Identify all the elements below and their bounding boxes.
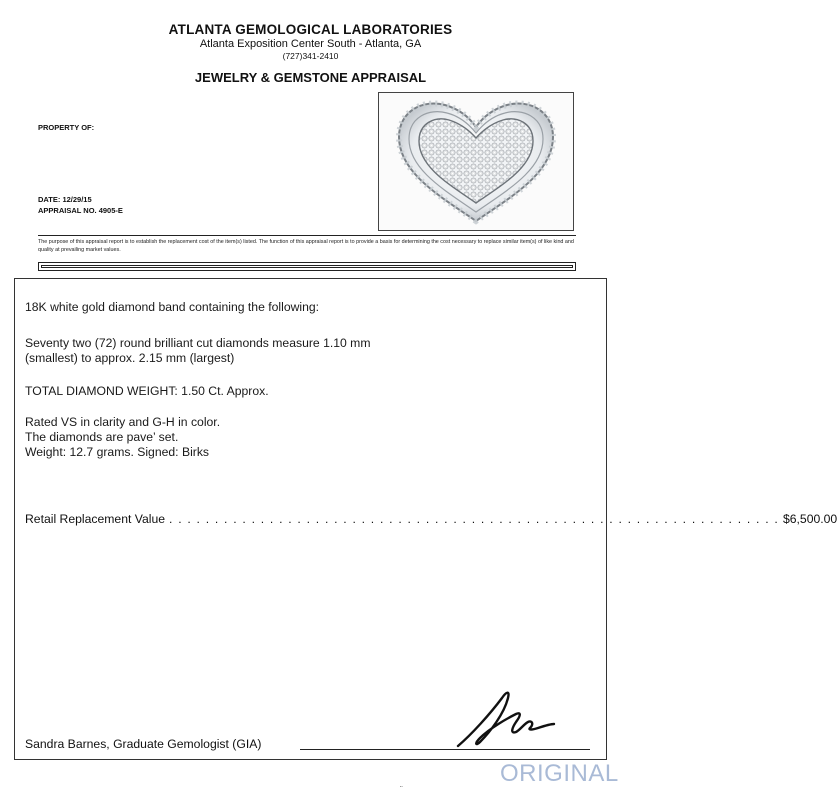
purpose-divider [38,235,576,236]
gemologist-name: Sandra Barnes, Graduate Gemologist (GIA) [25,737,262,751]
description-line: Seventy two (72) round brilliant cut diamonds measure 1.10 mm [25,336,371,350]
lab-phone: (727)341-2410 [282,51,339,61]
total-weight-line: TOTAL DIAMOND WEIGHT: 1.50 Ct. Approx. [25,384,269,398]
value-label: Retail Replacement Value [25,512,166,526]
property-of-label: PROPERTY OF: [38,123,95,132]
scan-speck: ¨ [400,785,403,794]
original-stamp: ORIGINAL [500,760,619,787]
lab-name: ATLANTA GEMOLOGICAL LABORATORIES [168,22,453,37]
ring-photo [378,92,574,231]
description-line: Rated VS in clarity and G-H in color. [25,415,221,429]
description-line: 18K white gold diamond band containing the following: [25,300,320,314]
purpose-statement: The purpose of this appraisal report is to establish the replacement cost of the item(s) listed. The function of this appraisal report is to provide a basis for determining the cost necessary to replace similar item(s) of like kind and quality at prevailing market values. [38,239,574,254]
section-divider-bar [38,262,576,271]
handwritten-signature [450,684,570,754]
description-line: The diamonds are pave’ set. [25,430,179,444]
item-description-box [14,278,837,760]
value-amount: $6,500.00 [782,512,837,526]
lab-address: Atlanta Exposition Center South - Atlanta, GA [199,38,422,50]
appraisal-number-field: APPRAISAL NO. 4905-E [38,206,123,215]
replacement-value-row [25,512,837,527]
description-line: Weight: 12.7 grams. Signed: Birks [25,445,210,459]
description-line: (smallest) to approx. 2.15 mm (largest) [25,351,235,365]
document-title: JEWELRY & GEMSTONE APPRAISAL [194,70,427,85]
value-leader-dots: . . . . . . . . . . . . . . . . . . . . . . . . . . . . . . . . . . . . . . . . . . . . . . . . . . . . . . . . . . . . . . . . . . . [169,512,779,526]
lab-header [0,22,621,61]
heart-ring-image [379,93,573,230]
date-field: DATE: 12/29/15 [38,195,92,204]
